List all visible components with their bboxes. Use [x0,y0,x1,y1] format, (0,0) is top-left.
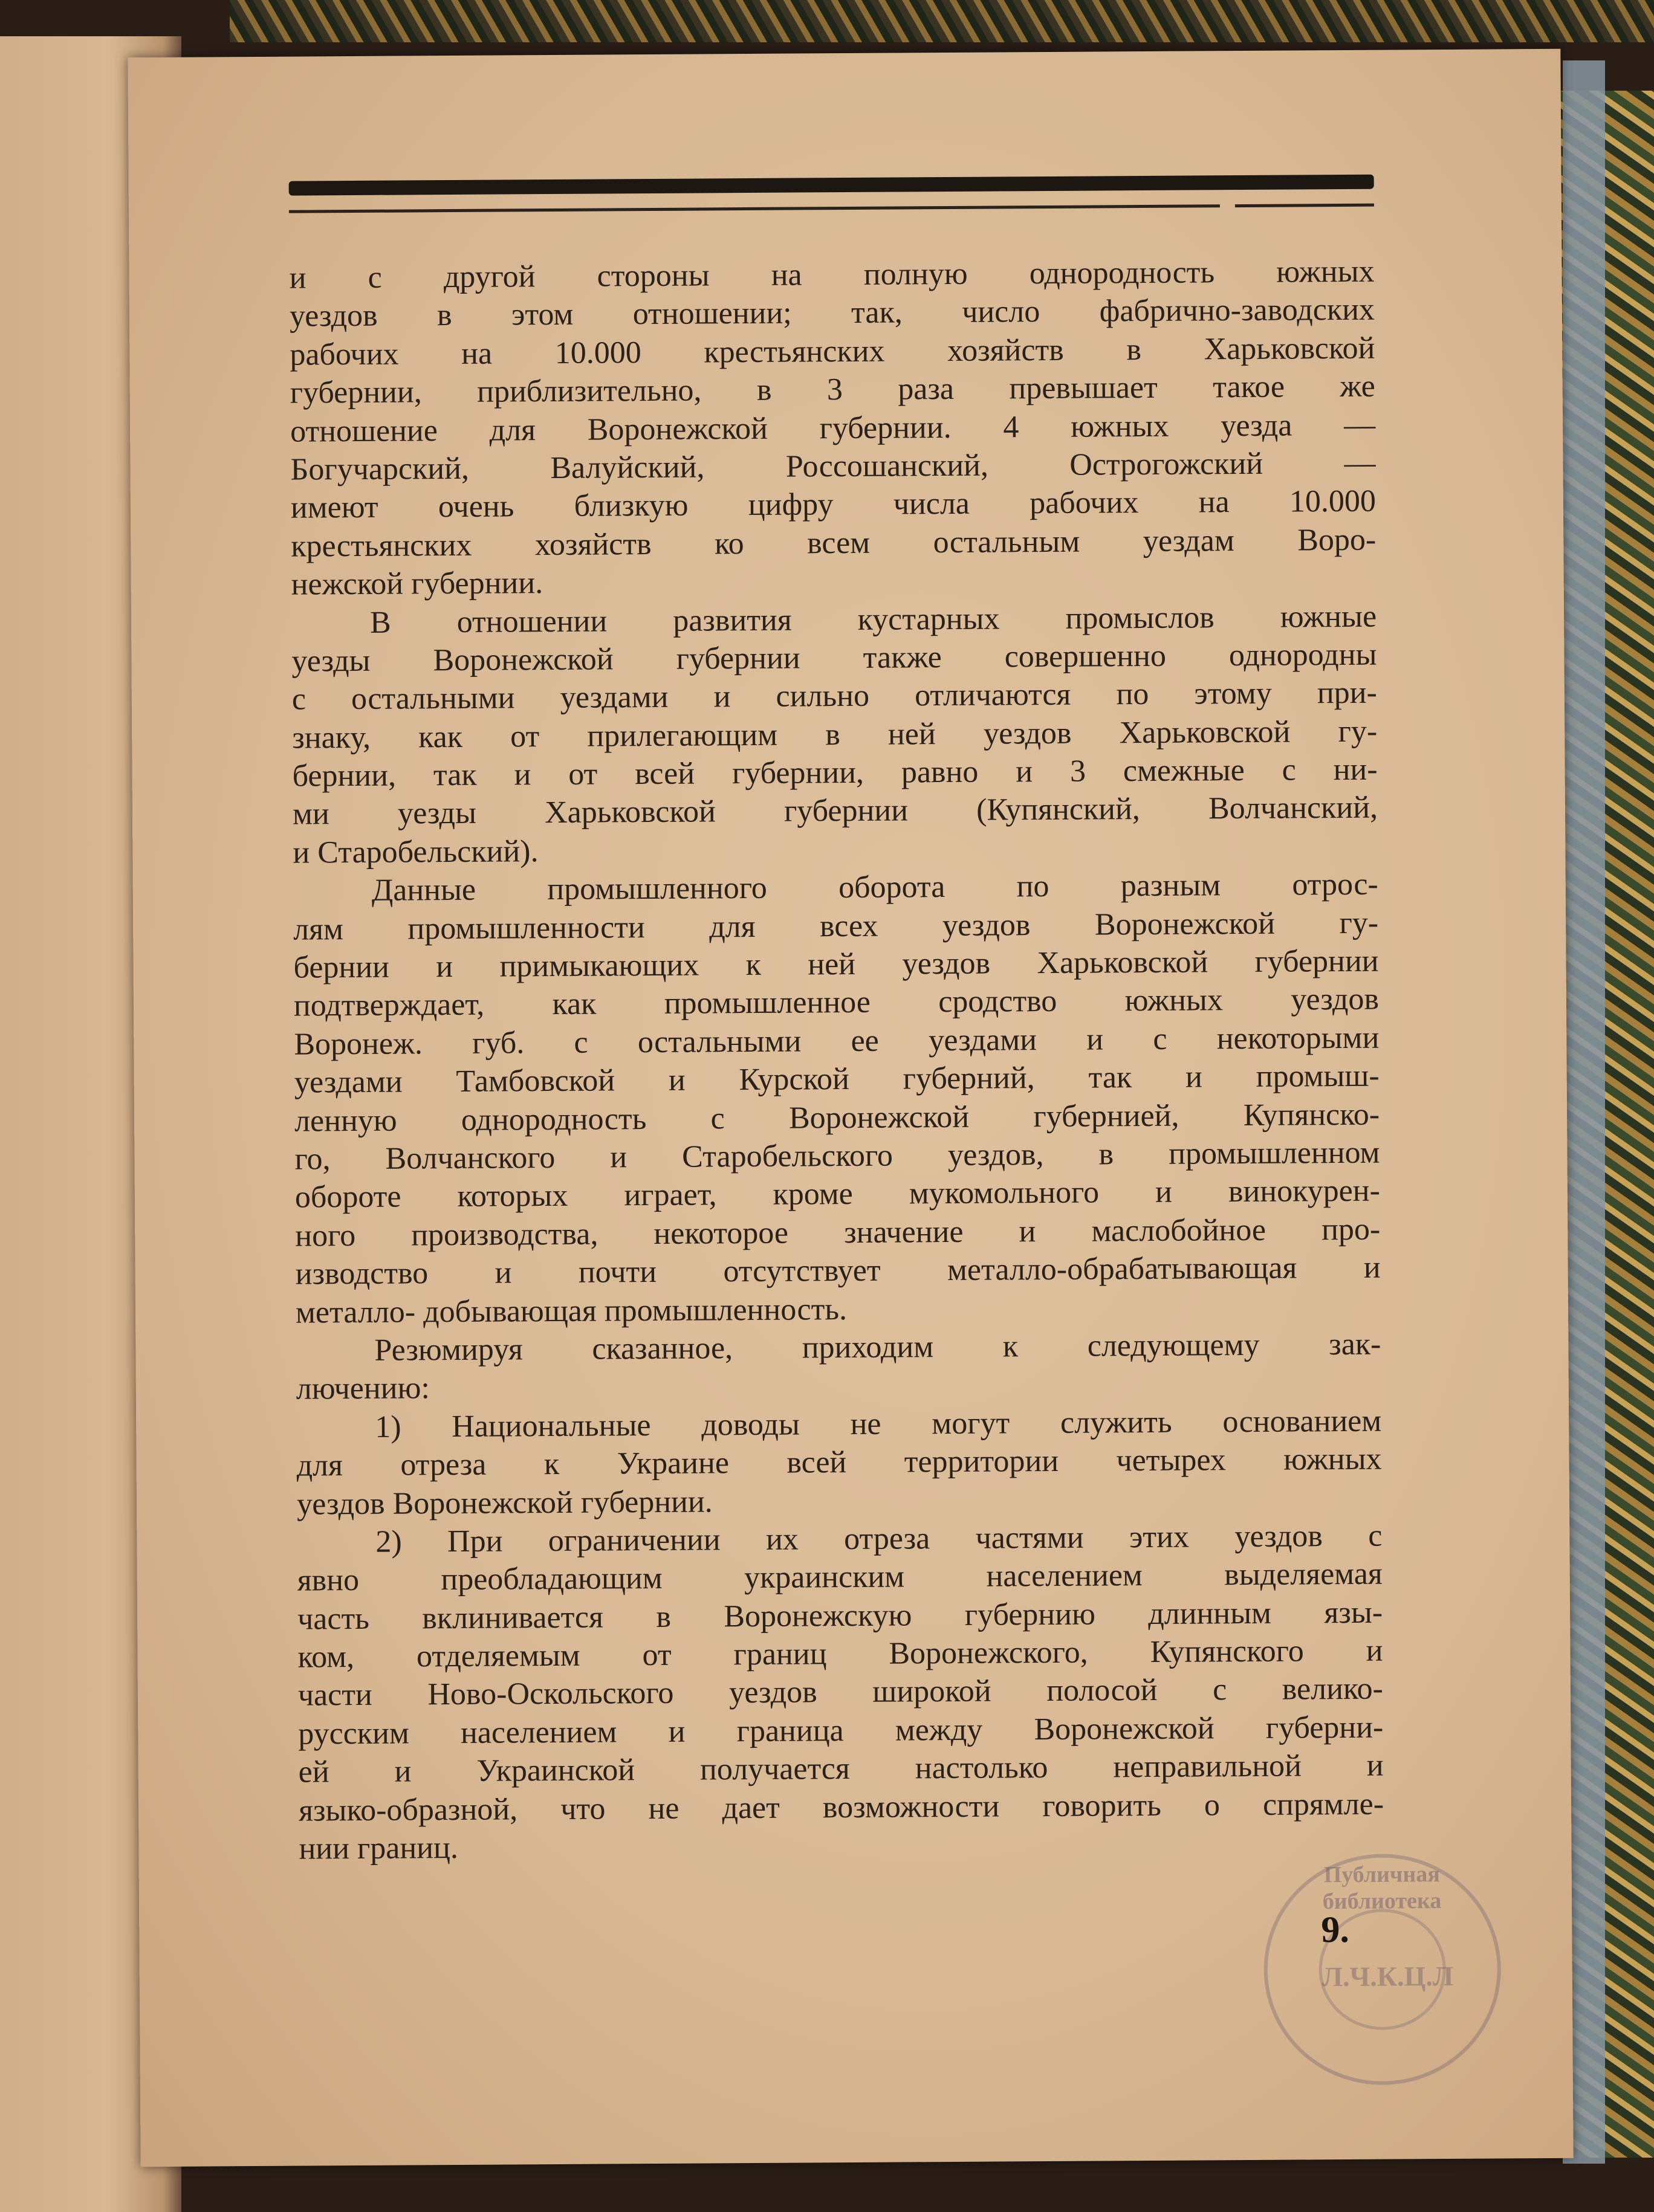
text-line: ми уезды Харьковской губернии (Купянский, Волчанский, [292,791,1378,832]
text-line: часть вклинивается в Воронежскую губернию длинным язы- [297,1595,1383,1637]
text-line: знаку, как от прилегающим в ней уездов Харьковской гу- [292,714,1378,755]
text-line: нежской губернии. [291,566,543,602]
paragraph [293,865,1381,1332]
text-line: уездов в этом отношении; так, число фабрично-заводских [289,293,1375,334]
document-page [128,49,1573,2167]
body-text [289,253,1384,1868]
text-line: отношение для Воронежской губернии. 4 южных уезда — [290,407,1376,449]
text-line: Данные промышленного оборота по разным отрос- [371,867,1378,908]
paragraph [296,1402,1382,1523]
paragraph [296,1325,1381,1409]
text-line: губернии, приблизительно, в 3 раза превышает такое же [290,369,1375,410]
text-line: 1) Национальные доводы не могут служить основанием [375,1403,1382,1444]
paragraph [291,597,1378,872]
text-line: уездов Воронежской губернии. [296,1484,713,1522]
text-line: нии границ. [299,1831,459,1866]
text-line: с остальными уездами и сильно отличаются по этому при- [291,675,1377,717]
text-line: металло- добывающая промышленность. [295,1292,848,1330]
text-line: В отношении развития кустарных промыслов южные [369,599,1377,640]
text-line: и Старобельский). [293,834,539,870]
paragraph [289,253,1376,604]
text-line: явно преобладающим украинским населением выделяемая [297,1556,1383,1598]
header-rule-thin [289,204,1220,213]
paragraph [297,1517,1384,1868]
text-line: лям промышленности для всех уездов Воронежской гу- [293,905,1379,947]
stamp-center-text: Л.Ч.К.Ц.Л [1322,1960,1454,1993]
header-rule-thin-right [1235,204,1374,207]
text-line: обороте которых играет, кроме мукомольного и винокурен- [294,1174,1381,1215]
text-line: ей и Украинской получается настолько неправильной и [298,1748,1384,1790]
text-line: ленную однородность с Воронежской губернией, Купянско- [294,1097,1380,1139]
text-line: крестьянских хозяйств ко всем остальным уездам Воро- [291,522,1377,564]
text-line: 2) При ограничении их отреза частями этих уездов с [375,1518,1383,1559]
text-line: уезды Воронежской губернии также совершенно однородны [291,637,1377,679]
text-line: го, Волчанского и Старобельского уездов, в промышленном [294,1135,1380,1177]
text-line: Воронеж. губ. с остальными ее уездами и с некоторыми [294,1020,1380,1062]
header-rule-thick [289,175,1374,196]
library-stamp [1263,1853,1502,2085]
text-line: русским населением и граница между Воронежской губерни- [298,1710,1384,1751]
text-line: и с другой стороны на полную однородность южных [289,254,1375,296]
page-number: 9. [1321,1909,1350,1951]
text-line: имеют очень близкую цифру числа рабочих на 10.000 [290,484,1377,525]
text-line: Богучарский, Валуйский, Россошанский, Острогожский — [290,445,1376,487]
text-line: языко-образной, что не дает возможности говорить о спрямле- [298,1787,1384,1828]
text-line: Резюмируя сказанное, приходим к следующему зак- [374,1327,1381,1368]
text-line: для отреза к Украине всей территории четырех южных [296,1441,1382,1483]
text-line: лючению: [296,1371,430,1406]
text-line: изводство и почти отсутствует металло-обрабатывающая и [295,1250,1381,1292]
stamp-ring-text: Публичная библиотека [1322,1861,1442,1915]
text-line: подтверждает, как промышленное сродство южных уездов [293,982,1380,1024]
text-line: части Ново-Оскольского уездов широкой полосой с велико- [297,1672,1384,1713]
text-line: бернии и примыкающих к ней уездов Харьковской губернии [293,943,1379,985]
book-top-edge [230,0,1654,42]
text-line: ного производства, некоторое значение и маслобойное про- [295,1212,1381,1253]
text-line: уездами Тамбовской и Курской губерний, так и промыш- [294,1058,1380,1100]
text-line: ком, отделяемым от границ Воронежского, Купянского и [297,1633,1383,1675]
text-line: бернии, так и от всей губернии, равно и 3 смежные с ни- [292,752,1378,794]
text-line: рабочих на 10.000 крестьянских хозяйств в Харьковской [290,331,1375,372]
